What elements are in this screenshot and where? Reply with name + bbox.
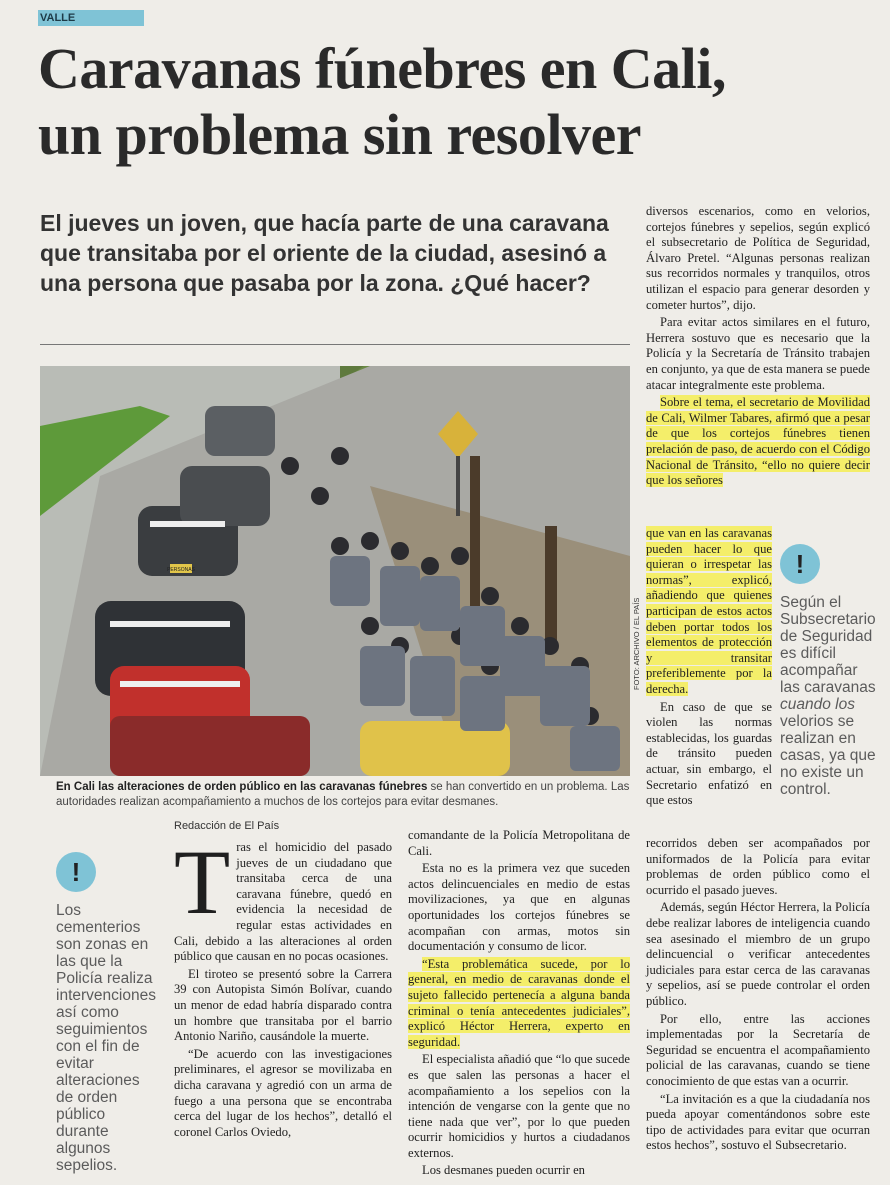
body-column-3-bottom (646, 836, 870, 1156)
paragraph: Por ello, entre las acciones implementadas por la Secretaría de Seguridad se encuentra el acompañamiento policial de las caravanas, cuando se tiene conocimiento de que estas van a ocurrir. (646, 1011, 870, 1088)
body-column-2 (408, 828, 630, 1181)
headline-line-2: un problema sin resolver (38, 102, 641, 167)
paragraph: “De acuerdo con las investigaciones preliminares, el agresor se movilizaba en dicha caravana y agredió con un arma de fuego a una persona que se encontraba cerca del lugar de los hechos”, detalló el coronel Carlos Oviedo, (174, 1046, 392, 1139)
body-column-3-narrow (646, 526, 772, 811)
plate-text: PERSONAS (167, 567, 195, 573)
headline (38, 36, 878, 168)
paragraph: comandante de la Policía Metropolitana de Cali. (408, 828, 630, 858)
sidebar-left-text: Los cementerios son zonas en las que la Policía realiza intervenciones así como seguimientos con el fin de evitar alteraciones de orden público durante algunos sepelios. (56, 902, 156, 1174)
paragraph-highlighted: Sobre el tema, el secretario de Movilidad de Cali, Wilmer Tabares, afirmó que a pesar de que los cortejos fúnebres tienen prelación de paso, de acuerdo con el Código Nacional de Tránsito, “ello no quiere decir que los señores (646, 395, 870, 488)
byline: Redacción de El País (174, 820, 280, 832)
paragraph: Tras el homicidio del pasado jueves de un ciudadano que transitaba cerca de una caravana fúnebre, quedó en evidencia la necesidad de regular estas actividades en Cali, debido a las alteraciones al orden público que causan en no pocas ocasiones. (174, 831, 392, 964)
deck: El jueves un joven, que hacía parte de una caravana que transitaba por el oriente de la ciudad, asesinó a una persona que pasaba por la zona. ¿Qué hacer? (40, 210, 609, 296)
paragraph: Además, según Héctor Herrera, la Policía debe realizar labores de inteligencia cuando sea asesinado el miembro de un grupo delincuencial o verificar antecedentes judiciales para estar cerca de las caravanas y sepelios, así se puede controlar el orden público. (646, 900, 870, 1008)
sidebar-left (56, 852, 156, 1174)
sidebar-right (780, 544, 876, 798)
paragraph: En caso de que se violen las normas establecidas, los guardas de tránsito pueden actuar, sin embargo, el Secretario enfatizó en que estos (646, 699, 772, 808)
alert-icon: ! (780, 544, 820, 584)
body-column-3-top (646, 204, 870, 491)
news-photo (40, 366, 630, 776)
paragraph: Esta no es la primera vez que suceden actos delincuenciales en medio de estas movilizaciones, ya que en algunas oportunidades los cortejos fúnebres se acompañan con armas, motos sin documentación y consumo de licor. (408, 861, 630, 954)
caption-text: se han convertido en un problema. Las autoridades realizan acompañamiento a muchos de los cortejos para evitar desmanes. (56, 781, 630, 808)
body-column-1 (174, 831, 392, 1142)
paragraph-highlighted: que van en las caravanas pueden hacer lo que quieran o irrespetar las normas”, explicó, añadiendo que quienes participan de estos actos deben portar todos los elementos de protección y transitar preferiblemente por la derecha. (646, 526, 772, 696)
paragraph: El tiroteo se presentó sobre la Carrera 39 con Autopista Simón Bolívar, cuando un menor de edad habría disparado contra un hombre que transitaba por el barrio Antonio Nariño, causándole la muerte. (174, 966, 392, 1044)
headline-line-1: Caravanas fúnebres en Cali, (38, 36, 726, 101)
photo-credit: FOTO: ARCHIVO / EL PAÍS (632, 597, 641, 690)
sidebar-right-text: Según el Subsecretario de Seguridad es difícil acompañar las caravanas cuando los velorios se realizan en casas, ya que no existe un control. (780, 594, 876, 798)
paragraph: “La invitación es a que la ciudadanía nos pueda apoyar comentándonos sobre este tipo de actividades para evitar que ocurran estos hechos”, sostuvo el Subsecretario. (646, 1091, 870, 1153)
divider (40, 344, 630, 345)
photo-caption (56, 780, 636, 810)
paragraph: diversos escenarios, como en velorios, cortejos fúnebres y sepelios, según explicó el subsecretario de Política de Seguridad, Álvaro Pretel. “Algunas personas realizan sus recorridos normales y tranquilos, otros utilizan el espacio para generar desorden y cometer hurtos”, dijo. (646, 204, 870, 312)
photo-illustration (40, 366, 630, 776)
caption-bold: En Cali las alteraciones de orden público en las caravanas fúnebres (56, 781, 428, 793)
paragraph: El especialista añadió que “lo que sucede es que salen las personas a hacer el acompañamiento a los sepelios con la intención de vengarse con la gente que no tiene nada que ver”, por lo que pueden ocurrir homicidios y hurtos a ciudadanos externos. (408, 1052, 630, 1160)
alert-icon: ! (56, 852, 96, 892)
paragraph: recorridos deben ser acompañados por uniformados de la Policía para evitar problemas de orden público como el ocurrido el pasado jueves. (646, 836, 870, 897)
dropcap: T (174, 831, 231, 933)
paragraph: Los desmanes pueden ocurrir en (422, 1163, 585, 1178)
paragraph-highlighted: “Esta problemática sucede, por lo general, en medio de caravanas donde el sujeto fallecido pertenecía a alguna banda criminal o tenía antecedentes judiciales”, explicó Héctor Herrera, experto en seguridad. (408, 956, 630, 1049)
section-tag: VALLE (38, 10, 144, 26)
paragraph: Para evitar actos similares en el futuro, Herrera sostuvo que es necesario que la Policía y la Secretaría de Tránsito trabajen en conjunto, ya que de esta manera se puede atacar integralmente este problema. (646, 315, 870, 392)
